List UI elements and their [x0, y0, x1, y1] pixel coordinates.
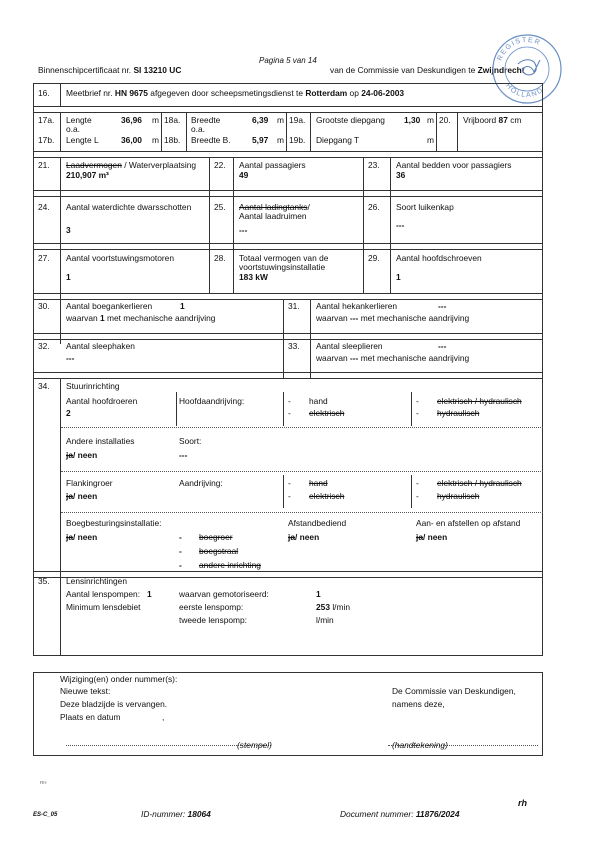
s31-value: --- — [438, 301, 447, 311]
s21-struck: Laadvermogen — [66, 160, 122, 170]
s33-number: 33. — [288, 341, 300, 351]
s29-number: 29. — [368, 253, 380, 263]
s18a-label: Breedte — [191, 115, 221, 125]
s18a-value: 6,39 — [252, 115, 269, 125]
s17a-label: Lengte — [66, 115, 92, 125]
s16-date: 24-06-2003 — [361, 88, 405, 98]
row-divider — [33, 372, 543, 373]
s16-line — [66, 89, 404, 99]
s16-place: Rotterdam — [305, 88, 348, 98]
s17b-unit: m — [152, 135, 159, 145]
col-divider — [186, 112, 187, 151]
footer-code: ES-C_05 — [33, 812, 58, 818]
col-divider — [161, 112, 162, 151]
s34-andere-ja: ja — [66, 450, 73, 460]
s34-boegroer: boegroer — [199, 532, 233, 542]
col-divider — [60, 157, 61, 344]
row-divider — [33, 339, 543, 340]
s18b-label: Breedte B. — [191, 135, 231, 145]
s25-struck: Aantal ladingtanks — [239, 202, 308, 212]
s34-andere-value — [66, 451, 97, 461]
s34-dash: - — [288, 408, 291, 418]
s32-label: Aantal sleephaken — [66, 341, 135, 351]
s33-sub-value: --- — [349, 353, 359, 363]
row-divider — [33, 299, 543, 300]
change-comma: , — [162, 712, 165, 722]
row-divider — [33, 293, 543, 294]
s30-value: 1 — [180, 301, 185, 311]
s23-number: 23. — [368, 160, 380, 170]
footer-id-label: ID-nummer: — [141, 809, 186, 819]
s34-afstand-label: Afstandbediend — [288, 518, 347, 528]
s16-op: op — [349, 88, 359, 98]
s34-dash: - — [416, 396, 419, 406]
row-divider — [33, 190, 543, 191]
s20-value: 87 — [498, 115, 508, 125]
change-line-3: Deze bladzijde is vervangen. — [60, 699, 168, 709]
s22-value: 49 — [239, 170, 249, 180]
s33-label: Aantal sleeplieren — [316, 341, 383, 351]
s21-value: 210,907 m³ — [66, 170, 109, 180]
s23-label: Aantal bedden voor passagiers — [396, 160, 512, 170]
row-divider — [33, 571, 543, 572]
col-divider — [411, 392, 412, 426]
s34-dash: - — [179, 546, 182, 556]
s34-boeg-value — [66, 533, 97, 543]
certificate-number: SI 13210 UC — [133, 65, 182, 75]
s34-aandrijving-label: Aandrijving: — [179, 478, 223, 488]
s29-value: 1 — [396, 272, 401, 282]
s33-sub-post: met mechanische aandrijving — [360, 353, 470, 363]
dotted-divider — [61, 471, 543, 472]
s35-debiet-label: Minimum lensdebiet — [66, 602, 141, 612]
s34-hoofdroeren-label: Aantal hoofdroeren — [66, 396, 138, 406]
s21-label-text: / Waterverplaatsing — [124, 160, 197, 170]
s35-eerste-label: eerste lenspomp: — [179, 602, 244, 612]
s17b-value: 36,00 — [121, 135, 142, 145]
s34-boeg-ja: ja — [66, 532, 73, 542]
s34-aan-af-value — [416, 533, 447, 543]
s34-dash: - — [288, 396, 291, 406]
s34-afstand-neen: / neen — [295, 532, 320, 542]
s26-label: Soort luikenkap — [396, 202, 454, 212]
s30-sub-post: met mechanische aandrijving — [106, 313, 216, 323]
s30-label: Aantal boegankerlieren — [66, 301, 153, 311]
s17b-number: 17b. — [38, 135, 55, 145]
s34-soort-label: Soort: — [179, 436, 202, 446]
s19a-label: Grootste diepgang — [316, 115, 385, 125]
s27-value: 1 — [66, 272, 71, 282]
s35-pompen-value: 1 — [147, 589, 152, 599]
s19b-unit: m — [427, 135, 434, 145]
col-divider — [457, 112, 458, 151]
s34-dash: - — [288, 478, 291, 488]
namens-deze: namens deze, — [392, 699, 445, 709]
s30-number: 30. — [38, 301, 50, 311]
s33-sub-pre: waarvan — [316, 353, 348, 363]
change-line-4: Plaats en datum — [60, 712, 121, 722]
s34-hydraulisch: hydraulisch — [437, 408, 480, 418]
s18a-oa: o.a. — [191, 124, 205, 134]
s34-boeg-label: Boegbesturingsinstallatie: — [66, 518, 162, 528]
col-divider — [390, 157, 391, 293]
s19b-label: Diepgang T — [316, 135, 360, 145]
s35-title: Lensinrichtingen — [66, 576, 127, 586]
s28-label-1: Totaal vermogen van de — [239, 253, 329, 263]
s34-andere-label: Andere installaties — [66, 436, 135, 446]
s28-value: 183 kW — [239, 272, 268, 282]
footer-doc-label: Document nummer: — [340, 809, 414, 819]
footer-doc-value: 11876/2024 — [415, 809, 460, 819]
s27-label: Aantal voortstuwingsmotoren — [66, 253, 174, 263]
s35-gemot-value: 1 — [316, 589, 321, 599]
s30-sub-value: 1 — [99, 313, 105, 323]
s33-sub — [316, 354, 469, 364]
s34-aan-af-label: Aan- en afstellen op afstand — [416, 518, 521, 528]
s25-slash: / — [307, 202, 310, 212]
s34-flankingroer-ja: ja — [66, 491, 73, 501]
s34-hoofdroeren-value: 2 — [66, 408, 71, 418]
col-divider — [176, 392, 177, 426]
s16-number: 16. — [38, 88, 50, 98]
s35-eerste-value — [316, 603, 350, 613]
s34-flankingroer-neen: / neen — [73, 491, 98, 501]
row-divider — [33, 378, 543, 379]
s34-flank-elektrisch: elektrisch — [309, 491, 345, 501]
s23-value: 36 — [396, 170, 406, 180]
s34-dash: - — [416, 478, 419, 488]
s26-number: 26. — [368, 202, 380, 212]
s34-title: Stuurinrichting — [66, 381, 120, 391]
col-divider — [60, 112, 61, 151]
s20-line — [463, 116, 521, 126]
s24-label: Aantal waterdichte dwarsschotten — [66, 202, 192, 212]
footer-id-value: 18064 — [187, 809, 211, 819]
row-divider — [33, 106, 543, 107]
row-divider — [33, 151, 543, 152]
col-divider — [286, 112, 287, 151]
s34-elek-hydr: elektrisch / hydraulisch — [437, 396, 522, 406]
s27-number: 27. — [38, 253, 50, 263]
s20-unit: cm — [510, 115, 522, 125]
col-divider — [233, 157, 234, 293]
s24-value: 3 — [66, 225, 71, 235]
dotted-divider — [61, 512, 543, 513]
col-divider — [60, 378, 61, 656]
col-divider — [411, 475, 412, 508]
s31-number: 31. — [288, 301, 300, 311]
s33-value: --- — [438, 341, 447, 351]
s34-aan-af-neen: / neen — [423, 532, 448, 542]
row-divider — [33, 333, 543, 334]
s21-number: 21. — [38, 160, 50, 170]
s35-number: 35. — [38, 576, 50, 586]
stamp-top-text: REGISTER — [496, 36, 543, 62]
col-divider — [436, 112, 437, 151]
s17a-value: 36,96 — [121, 115, 142, 125]
s34-boegstraal: boegstraal — [199, 546, 239, 556]
s19b-number: 19b. — [289, 135, 306, 145]
s34-dash: - — [288, 491, 291, 501]
commission-prefix: van de Commissie van Deskundigen te — [330, 65, 476, 75]
change-line-2: Nieuwe tekst: — [60, 686, 111, 696]
commission-city: Zwijndrecht — [477, 65, 525, 75]
footer-doc — [340, 810, 460, 820]
s26-value: --- — [396, 220, 405, 230]
s34-dash: - — [416, 491, 419, 501]
s31-sub-post: met mechanische aandrijving — [360, 313, 470, 323]
row-divider — [33, 112, 543, 113]
s34-dash: - — [179, 560, 182, 570]
s18b-value: 5,97 — [252, 135, 269, 145]
s34-boeg-neen: / neen — [73, 532, 98, 542]
s34-number: 34. — [38, 381, 50, 391]
stamp-signature-icon — [518, 60, 540, 75]
s29-label: Aantal hoofdschroeven — [396, 253, 482, 263]
s25-label-2: Aantal laadruimen — [239, 211, 307, 221]
certificate-label-text: Binnenschipcertificaat nr. — [38, 65, 132, 75]
row-divider — [33, 196, 543, 197]
s35-tweede-label: tweede lenspomp: — [179, 615, 247, 625]
s19a-value: 1,30 — [404, 115, 421, 125]
s34-soort-value: --- — [179, 450, 188, 460]
stamp-bottom-text: HOLLAND — [504, 82, 546, 100]
handtekening-label: (handtekening) — [392, 740, 448, 750]
col-divider — [363, 157, 364, 293]
s17a-unit: m — [152, 115, 159, 125]
s34-andere-neen: / neen — [73, 450, 98, 460]
s32-value: --- — [66, 353, 75, 363]
col-divider — [209, 157, 210, 293]
s31-sub-value: --- — [349, 313, 359, 323]
s32-number: 32. — [38, 341, 50, 351]
footer-initials: rh — [518, 798, 527, 808]
s34-flank-hydraulisch: hydraulisch — [437, 491, 480, 501]
page-number: Pagina 5 van 14 — [259, 56, 317, 65]
s31-sub — [316, 314, 469, 324]
s35-tweede-value: l/min — [316, 615, 334, 625]
dotted-divider — [61, 427, 543, 428]
s34-flankingroer-label: Flankingroer — [66, 478, 113, 488]
s16-pre: Meetbrief nr. — [66, 88, 113, 98]
s16-mid: afgegeven door scheepsmetingsdienst te — [150, 88, 303, 98]
s34-dash: - — [416, 408, 419, 418]
s28-number: 28. — [214, 253, 226, 263]
col-divider — [310, 112, 311, 151]
row-divider — [33, 157, 543, 158]
s35-eerste-unit: l/min — [332, 602, 350, 612]
change-line-1: Wijziging(en) onder nummer(s): — [60, 674, 178, 684]
certificate-label — [38, 66, 181, 76]
s34-dash: - — [179, 532, 182, 542]
s20-label: Vrijboord — [463, 115, 497, 125]
s31-sub-pre: waarvan — [316, 313, 348, 323]
s18b-number: 18b. — [164, 135, 181, 145]
s34-hoofdaandrijving-label: Hoofdaandrijving: — [179, 396, 245, 406]
s18a-unit: m — [277, 115, 284, 125]
commission-signoff: De Commissie van Deskundigen, — [392, 686, 516, 696]
col-divider — [283, 475, 284, 508]
s34-flank-elek-hydr: elektrisch / hydraulisch — [437, 478, 522, 488]
s34-flank-hand: hand — [309, 478, 328, 488]
s34-elektrisch: elektrisch — [309, 408, 345, 418]
footer-id — [141, 810, 211, 820]
s22-number: 22. — [214, 160, 226, 170]
svg-text:REGISTER — [496, 37, 542, 62]
s25-number: 25. — [214, 202, 226, 212]
stempel-label: (stempel) — [237, 740, 272, 750]
s24-number: 24. — [38, 202, 50, 212]
s16-meetbrief-nr: HN 9675 — [114, 88, 148, 98]
s34-afstand-ja: ja — [288, 532, 295, 542]
col-divider — [60, 83, 61, 106]
s19a-unit: m — [427, 115, 434, 125]
row-divider — [33, 243, 543, 244]
s18a-number: 18a. — [164, 115, 181, 125]
s34-andere-inrichting: andere inrichting — [199, 560, 261, 570]
s35-eerste-num: 253 — [316, 602, 330, 612]
s30-sub-pre: waarvan — [66, 313, 98, 323]
col-divider — [283, 392, 284, 426]
s34-afstand-value — [288, 533, 319, 543]
s25-value: --- — [239, 225, 248, 235]
s19a-number: 19a. — [289, 115, 306, 125]
s17b-label: Lengte L — [66, 135, 99, 145]
s34-flankingroer-value — [66, 492, 97, 502]
row-divider — [33, 249, 543, 250]
s31-label: Aantal hekankerlieren — [316, 301, 398, 311]
s35-pompen-label: Aantal lenspompen: — [66, 589, 141, 599]
s17a-oa: o.a. — [66, 124, 80, 134]
s18b-unit: m — [277, 135, 284, 145]
s30-sub — [66, 314, 215, 324]
s34-aan-af-ja: ja — [416, 532, 423, 542]
footer-tiny: RH — [40, 780, 47, 785]
s20-number: 20. — [439, 115, 451, 125]
s17a-number: 17a. — [38, 115, 55, 125]
s28-label-2: voortstuwingsinstallatie — [239, 262, 326, 272]
s35-gemot-label: waarvan gemotoriseerd: — [179, 589, 269, 599]
s22-label: Aantal passagiers — [239, 160, 306, 170]
s34-hand: hand — [309, 396, 328, 406]
